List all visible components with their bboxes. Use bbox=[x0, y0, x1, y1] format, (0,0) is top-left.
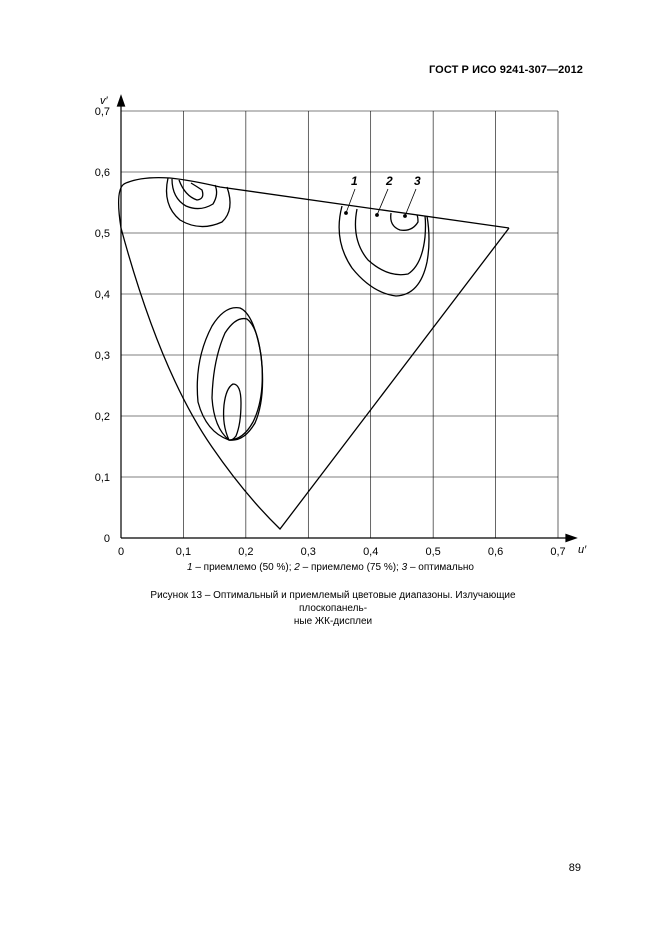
grid-lines bbox=[121, 111, 558, 538]
caption-line-2: ные ЖК-дисплеи bbox=[293, 616, 373, 627]
leader-dot-1 bbox=[345, 212, 348, 215]
x-tick-label: 0 bbox=[117, 546, 125, 558]
middle-contour-2 bbox=[212, 319, 262, 440]
leader-line-1 bbox=[346, 189, 355, 213]
y-axis-arrow bbox=[118, 96, 125, 106]
y-tick-labels bbox=[95, 106, 110, 545]
caption-line-1: Рисунок 13 – Оптимальный и приемлемый цветовые диапазоны. Излучающие плоскопанель- bbox=[150, 590, 516, 614]
x-tick-label: 0,5 bbox=[425, 546, 441, 558]
legend-text-2: – приемлемо (75 %); bbox=[299, 562, 402, 573]
legend-num-1: 1 bbox=[186, 562, 193, 573]
legend-num-3: 3 bbox=[401, 562, 408, 573]
figure-legend bbox=[0, 562, 661, 573]
green-contour-1 bbox=[167, 178, 231, 227]
legend-text-3: – оптимально bbox=[407, 562, 474, 573]
spectral-locus-outline bbox=[119, 178, 509, 529]
y-tick-label: 0,4 bbox=[94, 289, 110, 301]
x-tick-labels bbox=[118, 546, 566, 558]
x-tick-label: 0,7 bbox=[550, 546, 566, 558]
x-tick-label: 0,6 bbox=[487, 546, 504, 558]
curve-label-3: 3 bbox=[414, 174, 421, 188]
x-tick-label: 0,3 bbox=[300, 546, 316, 558]
leader-dot-2 bbox=[376, 214, 379, 217]
y-axis-title: v′ bbox=[100, 95, 108, 107]
y-tick-label: 0,2 bbox=[94, 411, 110, 423]
x-axis-arrow bbox=[566, 535, 576, 542]
leader-line-3 bbox=[405, 189, 416, 216]
red-contour-1 bbox=[339, 206, 429, 296]
curve-label-1: 1 bbox=[351, 174, 358, 188]
y-tick-label: 0,1 bbox=[94, 472, 110, 484]
red-region-contours bbox=[339, 206, 429, 296]
leader-dot-3 bbox=[404, 215, 407, 218]
curve-label-2: 2 bbox=[386, 174, 393, 188]
middle-contour-3 bbox=[224, 384, 241, 440]
x-tick-label: 0,1 bbox=[175, 546, 192, 558]
green-region-contours bbox=[167, 178, 231, 227]
x-axis-title: u′ bbox=[578, 544, 587, 556]
x-tick-label: 0,4 bbox=[363, 546, 379, 558]
y-tick-label: 0,7 bbox=[94, 106, 110, 118]
middle-region-contours bbox=[197, 308, 262, 441]
y-tick-label: 0,3 bbox=[94, 350, 110, 362]
y-tick-label: 0,5 bbox=[94, 228, 110, 240]
y-tick-label: 0,6 bbox=[94, 167, 110, 179]
figure-caption bbox=[118, 589, 548, 628]
y-tick-label: 0 bbox=[103, 533, 110, 545]
middle-contour-1 bbox=[197, 308, 262, 441]
document-header: ГОСТ Р ИСО 9241-307—2012 bbox=[428, 64, 583, 76]
legend-text-1: – приемлемо (50 %); bbox=[192, 562, 295, 573]
curve-labels bbox=[345, 174, 422, 218]
green-contour-2 bbox=[172, 179, 217, 209]
axes bbox=[118, 96, 577, 542]
legend-num-2: 2 bbox=[294, 562, 300, 573]
page-number: 89 bbox=[568, 862, 581, 874]
x-tick-label: 0,2 bbox=[238, 546, 254, 558]
